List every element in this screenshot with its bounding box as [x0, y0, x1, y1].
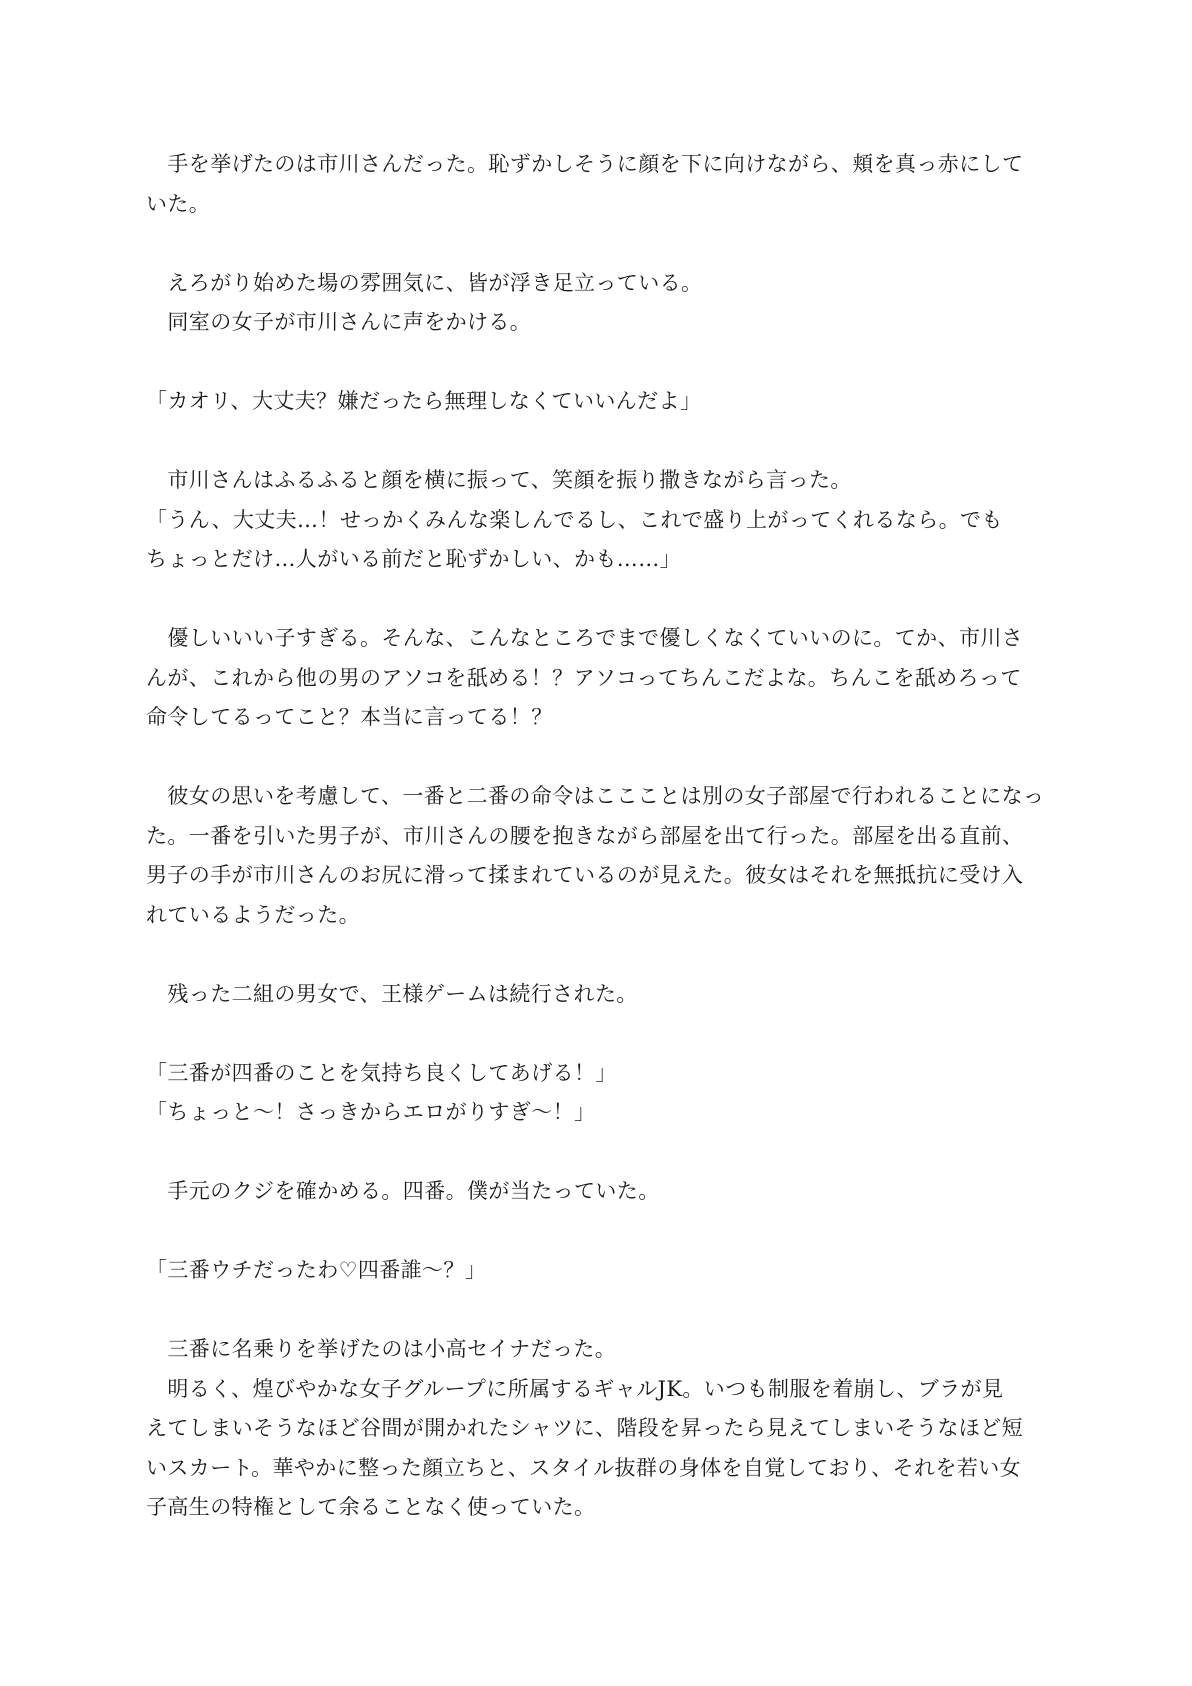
text-line: えろがり始めた場の雰囲気に、皆が浮き足立っている。 [146, 270, 703, 295]
paragraph-8 [146, 1054, 1046, 1133]
text-line: 「うん、大丈夫…！せっかくみんな楽しんでるし、これで盛り上がってくれるなら。でも [146, 507, 1003, 532]
text-line: いスカート。華やかに整った顔立ちと、スタイル抜群の身体を自覚しており、それを若い女 [146, 1455, 1022, 1480]
text-line: 「カオリ、大丈夫？嫌だったら無理しなくていいんだよ」 [146, 389, 702, 413]
document-body [146, 145, 1046, 1567]
text-line: 手元のクジを確かめる。四番。僕が当たっていた。 [146, 1179, 660, 1203]
paragraph-6 [146, 777, 1046, 935]
text-line: 子高生の特権として余ることなく使っていた。 [146, 1495, 596, 1519]
paragraph-11 [146, 1330, 1046, 1528]
paragraph-5 [146, 619, 1046, 738]
text-line: 手を挙げたのは市川さんだった。恥ずかしそうに顔を下に向けながら、頬を真っ赤にして [146, 152, 1024, 176]
paragraph-3 [146, 382, 1046, 422]
text-line: 命令してるってこと？本当に言ってる！？ [146, 705, 553, 729]
paragraph-7 [146, 975, 1046, 1015]
text-line: た。一番を引いた男子が、市川さんの腰を抱きながら部屋を出て行った。部屋を出る直前、 [146, 823, 1024, 848]
text-line: 市川さんはふるふると顔を横に振って、笑顔を振り撒きながら言った。 [146, 468, 852, 492]
text-line: ちょっとだけ…人がいる前だと恥ずかしい、かも……」 [146, 547, 681, 571]
text-line: 「三番が四番のことを気持ち良くしてあげる！」 [146, 1060, 617, 1085]
text-line: いた。 [146, 191, 211, 216]
text-line: 男子の手が市川さんのお尻に滑って揉まれているのが見えた。彼女はそれを無抵抗に受け入 [146, 863, 1024, 887]
text-line: 同室の女子が市川さんに声をかける。 [146, 310, 532, 334]
text-line: れているようだった。 [146, 902, 360, 927]
text-line: 「ちょっと〜！さっきからエロがりすぎ〜！」 [146, 1100, 596, 1124]
text-line: 三番に名乗りを挙げたのは小高セイナだった。 [146, 1337, 617, 1361]
paragraph-2 [146, 264, 1046, 343]
text-line: 明るく、煌びやかな女子グループに所属するギャルJK。いつも制服を着崩し、ブラが見 [146, 1376, 1004, 1401]
paragraph-10 [146, 1251, 1046, 1291]
paragraph-1 [146, 145, 1046, 224]
text-line: 残った二組の男女で、王様ゲームは続行された。 [146, 981, 638, 1006]
text-line: えてしまいそうなほど谷間が開かれたシャツに、階段を昇ったら見えてしまいそうなほど短 [146, 1416, 1023, 1440]
text-line: 「三番ウチだったわ♡四番誰〜？」 [146, 1258, 487, 1282]
paragraph-9 [146, 1172, 1046, 1212]
text-line: んが、これから他の男のアソコを舐める！？アソコってちんこだよな。ちんこを舐めろって [146, 665, 1022, 690]
text-line: 彼女の思いを考慮して、一番と二番の命令はここことは別の女子部屋で行われることになっ [146, 784, 1045, 808]
text-line: 優しいいい子すぎる。そんな、こんなところでまで優しくなくていいのに。てか、市川さ [146, 626, 1024, 650]
paragraph-4 [146, 461, 1046, 580]
